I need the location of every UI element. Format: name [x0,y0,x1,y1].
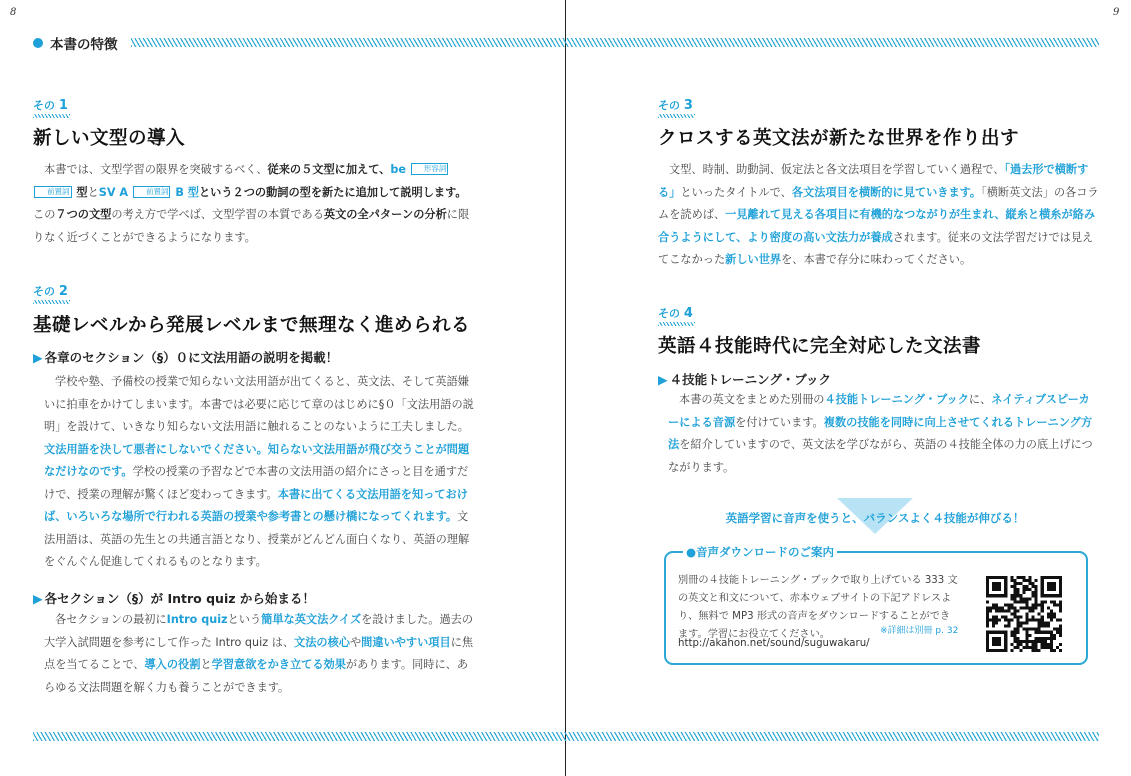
text-segment: 本書に出てくる文法用語を知っておけば、いろいろな場所で行われる英語の授業や参考書との懸け橋になってくれます。 [44,487,468,523]
header-hatch-rule [131,38,1099,47]
page-number-left: 8 [10,7,17,18]
text-segment: 文法用語を決して悪者にしないでください。知らない文法用語が飛び交うことが問題なだけなのです。 [44,442,470,478]
item2-label-underline [33,300,70,304]
text-segment: を紹介していますので、英文法を学びながら、英語の４技能全体の力の底上げにつながります。 [668,438,1093,474]
item1-paragraph [33,159,476,249]
item2-heading: 基礎レベルから発展レベルまで無理なく進められる [33,315,471,336]
text-segment: 新しい世界 [725,253,782,266]
text-segment: 英文の全パターンの分析 [323,208,447,221]
text-segment: されます。従来の文法学習だけでは見えてこなかった [658,230,1094,266]
text-segment: 文法用語は、英語の先生との共通言語となり、授業がどんどん面白くなり、英語の理解をぐんぐん促進してくれるものとなります。 [44,510,470,568]
text-segment: 形容詞 [411,163,449,175]
text-segment: B 型 [171,185,199,199]
text-segment: SV A [98,185,132,199]
item2-subheading-2: ▶ 各セクション（§）が Intro quiz から始まる！ [33,591,315,606]
text-segment: 一見離れて見える各項目に有機的なつながりが生まれ、縦糸と横糸が絡み合うようにして、より密度の高い文法力が養成 [658,208,1096,244]
text-segment: 簡単な英文法クイズ [261,613,362,626]
text-segment: という [227,613,262,626]
audio-box-note: ※詳細は別冊 p. 32 [880,626,959,636]
item3-paragraph [658,159,1101,272]
item1-heading: 新しい文型の導入 [33,128,186,149]
page-number-right: 9 [1113,7,1120,18]
text-segment: の考え方で学べば、文型学習の本質である [111,208,324,221]
book-spine [565,0,566,776]
section-header [33,33,118,53]
text-segment: 学習意欲をかき立てる効果 [211,658,346,671]
text-segment: 「横断英文法」の各コラムを読めば、 [658,185,1099,221]
text-segment: 文型、時制、助動詞、仮定法と各文法項目を学習していく過程で、 [669,163,1005,176]
item2-label: その 2 [33,284,68,299]
text-segment: 導入の役割 [144,658,201,671]
audio-box-text: 別冊の４技能トレーニング・ブックで取り上げている 333 文の英文と和文について、赤本ウェブサイトの下記アドレスより、無料で MP3 形式の音声をダウンロードすることができます。学習にお役立てください。 [678,575,958,640]
text-segment: 各文法項目を横断的に見ていきます。 [791,185,982,199]
text-segment: 複数の技能を同時に向上させてくれるトレーニング方法 [668,415,1093,451]
audio-download-link[interactable]: http://akahon.net/sound/suguwakaru/ [678,638,870,649]
bullet-dot-icon [33,38,43,48]
triangle-bullet-icon: ▶ [33,591,43,606]
item4-label-underline [658,322,695,326]
footer-hatch-rule [33,732,1099,741]
text-segment: を、本書で存分に味わってください。 [781,253,972,266]
text-segment: に、 [968,393,992,406]
text-segment: といったタイトルで、 [680,185,792,199]
text-segment: を付けています。 [735,415,824,429]
section-title: 本書の特徴 [50,37,118,53]
text-segment: と [200,658,212,671]
text-segment: 間違いやすい項目 [361,635,451,649]
audio-box-title: ●音声ダウンロードのご案内 [683,544,837,560]
item3-heading: クロスする英文法が新たな世界を作り出す [658,128,1020,149]
item4-label: その 4 [658,306,693,321]
item2-paragraph-2 [44,609,478,699]
text-segment: 「過去形で横断する」 [658,163,1089,199]
text-segment: 文法の核心 [294,635,350,649]
text-segment: 本書の英文をまとめた別冊の [679,393,825,406]
item4-heading: 英語４技能時代に完全対応した文法書 [658,336,982,357]
text-segment: ４技能トレーニング・ブック [824,393,969,406]
audio-banner [665,498,1085,525]
text-segment: 本書では、文型学習の限界を突破するべく、 [44,163,268,176]
item2-paragraph-1 [44,371,478,574]
text-segment: ネイティブスピーカーによる音源 [668,393,1090,429]
text-segment: と [87,185,99,199]
text-segment: という２つの動詞の型を新たに追加して説明します。 [198,185,467,199]
item4-subheading: ▶ ４技能トレーニング・ブック [658,372,832,387]
item3-label: その 3 [658,98,693,113]
text-segment: 学校の授業の予習などで本書の文法用語の紹介にさっと目を通すだけで、授業の理解が驚くほど変わってきます。 [44,465,469,501]
item2-subheading-1: ▶ 各章のセクション（§）０に文法用語の説明を掲載！ [33,350,339,365]
audio-banner-text: 英語学習に音声を使うと、バランスよく４技能が伸びる！ [725,511,1025,525]
text-segment: に限りなく近づくことができるようになります。 [33,208,470,244]
item4-paragraph [668,389,1100,479]
text-segment: この [33,208,56,221]
text-segment: 前置詞 [133,186,171,198]
text-segment: に焦点を当てることで、 [44,635,474,671]
text-segment: be [390,163,410,176]
text-segment: 各セクションの最初に [55,613,167,626]
text-segment: 学校や塾、予備校の授業で知らない文法用語が出てくると、英文法、そして英語嫌いに拍車をかけてしまいます。本書では必要に応じて章のはじめに§０「文法用語の説明」を設けて、いきなり知らない文法用語に触れることのないように工夫しました。 [44,375,474,433]
triangle-bullet-icon: ▶ [658,372,668,387]
text-segment: があります。同時に、あらゆる文法問題を解く力も養うことができます。 [44,658,469,694]
qr-code-icon[interactable] [986,576,1062,652]
text-segment: や [349,635,362,649]
item3-label-underline [658,114,695,118]
item1-label-underline [33,114,70,118]
text-segment: ７つの文型 [55,208,112,221]
text-segment: Intro quiz [166,613,228,626]
text-segment: 従来の５文型に加えて、 [267,163,391,176]
triangle-bullet-icon: ▶ [33,350,43,365]
text-segment: を設けました。過去の大学入試問題を参考にして作った Intro quiz は、 [44,613,474,649]
item1-label: その 1 [33,98,68,113]
text-segment: 前置詞 [34,186,72,198]
text-segment: 型 [72,185,88,199]
